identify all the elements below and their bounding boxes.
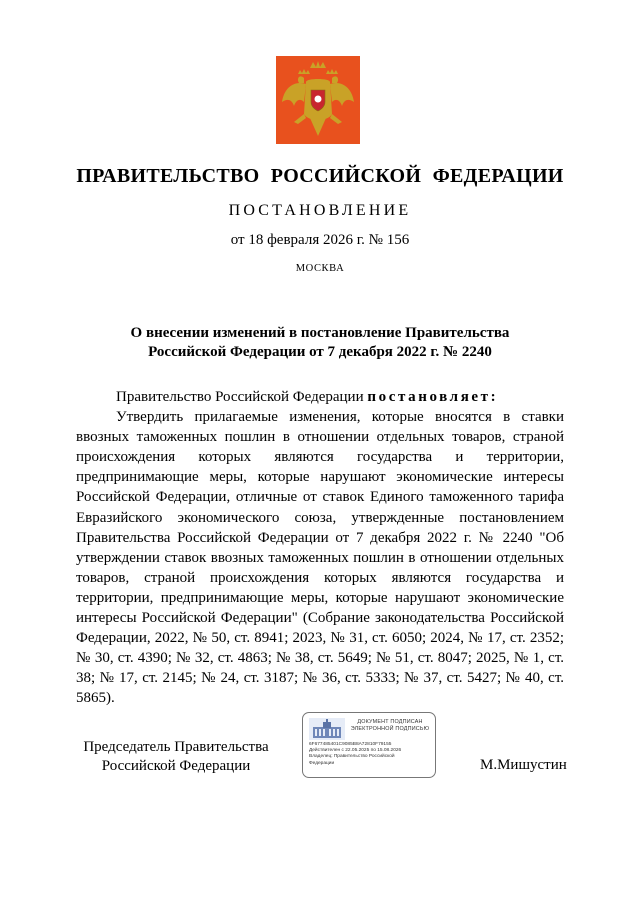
signatory-position-line-2: Российской Федерации — [101, 758, 251, 774]
document-subject — [0, 324, 640, 362]
certificate-owner-line-2: Федерации — [309, 760, 335, 766]
stamp-title-line-2: ЭЛЕКТРОННОЙ ПОДПИСЬЮ — [350, 726, 430, 732]
stamp-title-line-1: ДОКУМЕНТ ПОДПИСАН — [357, 719, 423, 725]
stamp-title — [347, 719, 433, 733]
preamble-subject: Правительство Российской Федерации — [116, 389, 364, 405]
main-paragraph: Утвердить прилагаемые изменения, которые вносятся в ставки ввозных таможенных пошлин в отношении отдельных товаров, страной происхождения которых являются государства и территории, предпринимающие меры, которые нарушают экономические интересы Российской Федерации, отличные от ставок Единого таможенного тарифа Евразийского экономического союза, утвержденные постановлением Правительства Российской Федерации от 7 декабря 2022 г. № 2240 "Об утверждении ставок ввозных таможенных пошлин в отношении отдельных товаров, страной происхождения которых являются государства и территории, предпринимающие меры, которые нарушают экономические интересы Российской Федерации" (Собрание законодательства Российской Федерации, 2022, № 50, ст. 8941; 2023, № 31, ст. 6050; 2024, № 17, ст. 2352; № 30, ст. 4390; № 32, ст. 4863; № 38, ст. 5649; № 51, ст. 8047; 2025, № 1, ст. 38; № 17, ст. 2145; № 24, ст. 3187; № 36, ст. 5333; № 37, ст. 5427; № 40, ст. 5865). — [76, 409, 564, 707]
subject-line-2: Российской Федерации от 7 декабря 2022 г. № 2240 — [148, 344, 492, 360]
document-body — [76, 387, 564, 709]
certificate-number: 6F677485401C9085B8A72810F79155 — [309, 742, 392, 747]
resolution-word: постановляет: — [367, 389, 499, 405]
certificate-validity: Действителен с 22.05.2025 по 15.08.2026 — [309, 748, 402, 754]
signatory-position — [76, 738, 276, 776]
document-date-number: от 18 февраля 2026 г. № 156 — [230, 232, 410, 248]
subject-line-1: О внесении изменений в постановление Правительства — [130, 325, 510, 341]
signatory-position-line-1: Председатель Правительства — [83, 739, 269, 755]
certificate-owner-line-1: Владелец: Правительство Российской — [309, 754, 395, 760]
government-building-icon — [309, 718, 345, 740]
coat-of-arms-icon — [276, 56, 360, 144]
electronic-signature-stamp — [302, 712, 436, 778]
document-city: МОСКВА — [295, 263, 345, 274]
government-title: ПРАВИТЕЛЬСТВО РОССИЙСКОЙ ФЕДЕРАЦИИ — [76, 165, 564, 187]
preamble — [76, 387, 564, 407]
signatory-name: М.Мишустин — [480, 757, 567, 773]
stamp-details — [309, 742, 433, 767]
document-type: ПОСТАНОВЛЕНИЕ — [228, 202, 412, 219]
